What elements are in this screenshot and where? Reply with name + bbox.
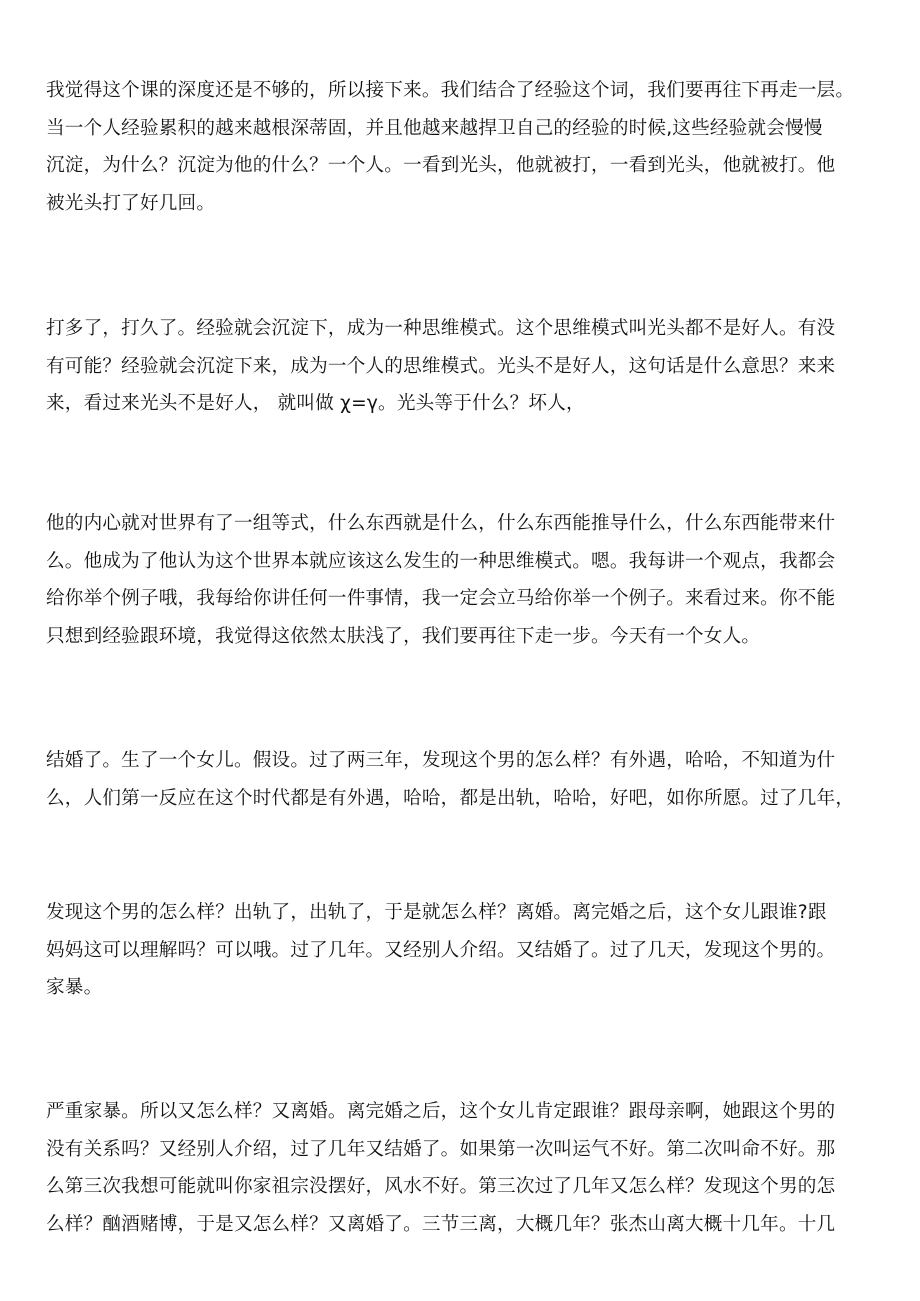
paragraph-3 [46,505,896,655]
text-line: 发现这个男的怎么样？出轨了，出轨了，于是就怎么样？离婚。离完婚之后，这个女儿跟谁?跟 [46,902,827,923]
text-line: 家暴。 [46,977,103,998]
text-line: 有可能？经验就会沉淀下来，成为一个人的思维模式。光头不是好人，这句话是什么意思？来来 [46,355,836,377]
text-line: 么，人们第一反应在这个时代都是有外遇，哈哈，都是出轨，哈哈，好吧，如你所愿。过了几年， [46,787,855,809]
text-line: 被光头打了好几回。 [46,192,216,214]
text-line: 只想到经验跟环境，我觉得这依然太肤浅了，我们要再往下走一步。今天有一个女人。 [46,625,761,647]
text-line: 给你举个例子哦，我每给你讲任何一件事情，我一定会立马给你举一个例子。来看过来。你不能 [46,588,836,609]
text-line: 严重家暴。所以又怎么样？又离婚。离完婚之后，这个女儿肯定跟谁？跟母亲啊，她跟这个男的 [46,1101,836,1122]
text-line: 没有关系吗？又经别人介绍，过了几年又结婚了。如果第一次叫运气不好。第二次叫命不好。那 [46,1138,836,1160]
text-line: 沉淀，为什么？沉淀为他的什么？一个人。一看到光头，他就被打，一看到光头，他就被打。他 [46,155,836,176]
text-line: 么。他成为了他认为这个世界本就应该这么发生的一种思维模式。嗯。我每讲一个观点，我都会 [46,550,836,572]
paragraph-2 [46,310,896,423]
text-line: 结婚了。生了一个女儿。假设。过了两三年，发现这个男的怎么样？有外遇，哈哈，不知道为什 [46,750,836,771]
text-line: 来，看过来光头不是好人， 就叫做 χ=γ。光头等于什么？坏人， [46,393,585,414]
text-line: 么样？酗酒赌博，于是又怎么样？又离婚了。三节三离，大概几年？张杰山离大概十几年。十几 [46,1213,836,1235]
text-line: 他的内心就对世界有了一组等式，什么东西就是什么，什么东西能推导什么，什么东西能带来什 [46,513,836,534]
text-line: 么第三次我想可能就叫你家祖宗没摆好，风水不好。第三次过了几年又怎么样？发现这个男的怎 [46,1176,836,1197]
text-line: 妈妈这可以理解吗？可以哦。过了几年。又经别人介绍。又结婚了。过了几天，发现这个男的。 [46,939,836,961]
paragraph-5 [46,894,896,1007]
text-line: 当一个人经验累积的越来越根深蒂固，并且他越来越捍卫自己的经验的时候,这些经验就会慢慢 [46,117,823,139]
paragraph-4 [46,742,896,817]
text-line: 我觉得这个课的深度还是不够的，所以接下来。我们结合了经验这个词，我们要再往下再走一层。 [46,80,855,101]
paragraph-6 [46,1093,896,1243]
text-line: 打多了，打久了。经验就会沉淀下，成为一种思维模式。这个思维模式叫光头都不是好人。有没 [46,318,836,339]
paragraph-1 [46,72,896,222]
